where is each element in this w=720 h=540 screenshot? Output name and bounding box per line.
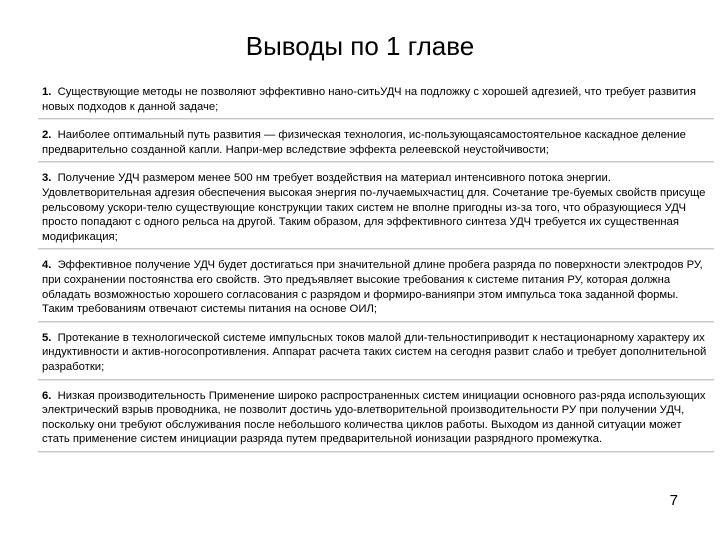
item-text: Наиболее оптимальный путь развития — физическая технология, ис-пользующаясамостоятельное каскадное деление предварительно созданной капли. Напри-мер вследствие эффекта релеевской неустойчивости; <box>42 129 686 156</box>
conclusion-item-5 <box>38 328 714 380</box>
item-number: 3. <box>42 172 52 185</box>
item-text: Эффективное получение УДЧ будет достигаться при значительной длине пробега разряда по поверхности электродов РУ, при сохранении постоянства его свойств. Это предъявляет высокие требования к системе питания РУ, которая должна обладать возможностью хорошего согласования с разрядом и формиро-ванияпри этом импульса тока заданной формы. Таким требованиям отвечают системы питания на основе ОИЛ; <box>42 259 703 316</box>
conclusion-item-4 <box>38 255 714 321</box>
conclusion-item-1 <box>38 82 714 119</box>
item-text: Существующие методы не позволяют эффективно нано-ситьУДЧ на подложку с хорошей адгезией, что требует развития новых подходов к данной задаче; <box>42 86 696 113</box>
item-text: Протекание в технологической системе импульсных токов малой дли-тельностиприводит к нестационарному характеру их индуктивности и актив-ногосопротивления. Аппарат расчета таких систем на сегодня развит слабо и требует дополнительной разработки; <box>42 331 707 373</box>
conclusions-list <box>38 82 714 458</box>
item-number: 2. <box>42 129 52 142</box>
page-number: 7 <box>669 492 678 509</box>
item-number: 1. <box>42 86 52 98</box>
item-text: Получение УДЧ размером менее 500 нм требует воздействия на материал интенсивного потока энергии. Удовлетворительная адгезия обеспечения высокая энергия по-лучаемыхчастиц для. Сочетание тре-буемых свойств присуще рельсовому ускори-телю существующие конструкции таких систем не вполне пригодны из-за того, что образующиеся УДЧ просто попадают с одного рельса на другой. Таким образом, для эффективного синтеза УДЧ требуется их существенная модификация; <box>42 172 706 243</box>
conclusion-item-2 <box>38 125 714 162</box>
slide-title: Выводы по 1 главе <box>245 31 475 61</box>
conclusion-item-3 <box>38 168 714 249</box>
item-number: 4. <box>42 259 52 272</box>
item-number: 6. <box>42 389 52 402</box>
item-text: Низкая производительность Применение широко распространенных систем инициации основного раз-ряда использующих электрический взрыв проводника, не позволит достичь удо-влетворительной производительности РУ при получении УДЧ, поскольку они требуют обслуживания после небольшого количества циклов работы. Выходом из данной ситуации может стать применение систем инициации разряда путем предварительной ионизации разрядного промежутка. <box>42 389 706 446</box>
conclusion-item-6 <box>38 386 714 452</box>
item-number: 5. <box>42 331 52 344</box>
